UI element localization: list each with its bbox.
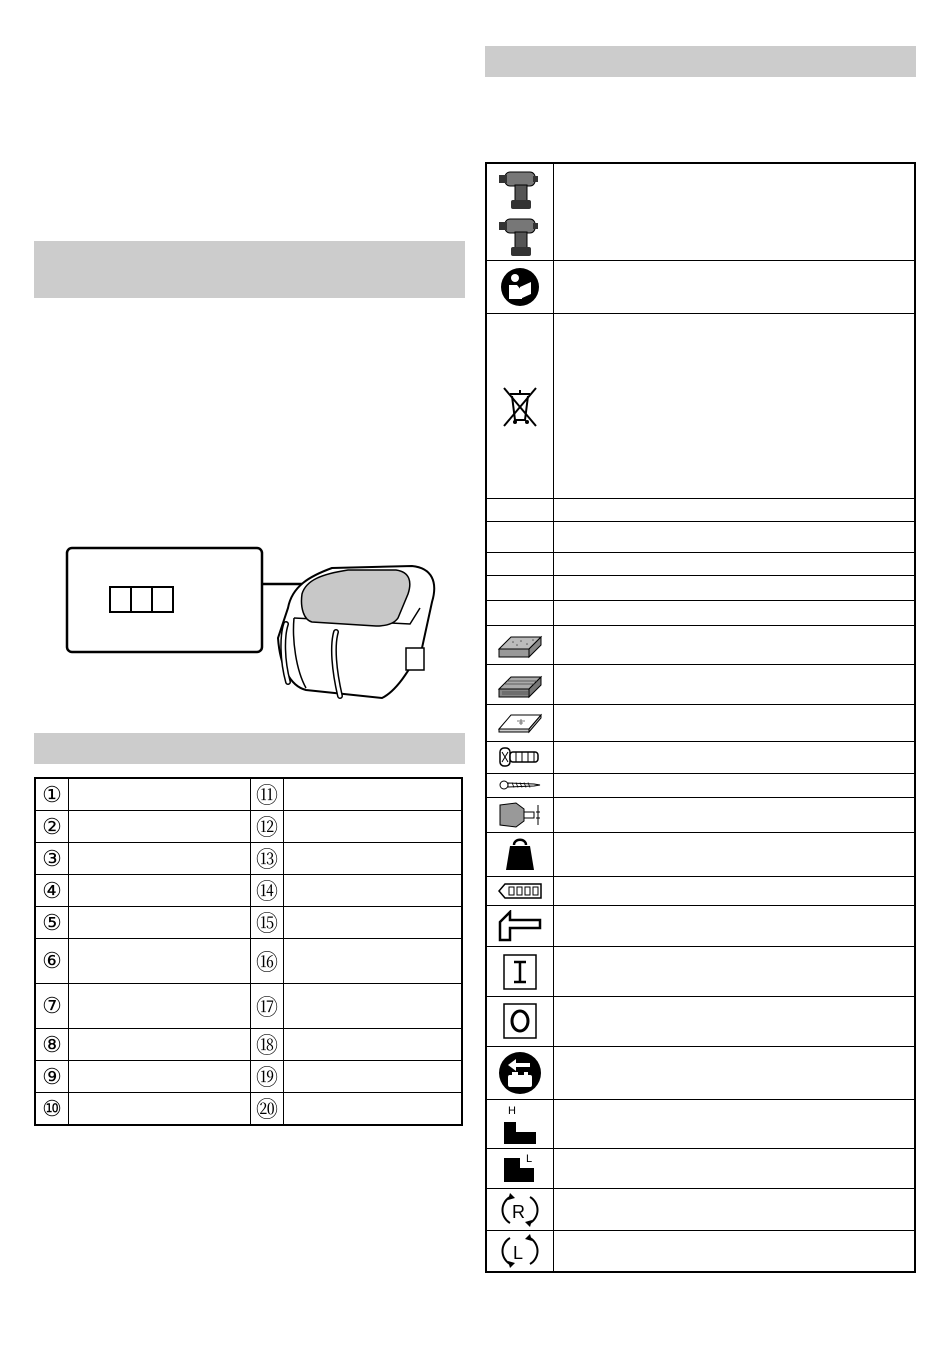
high-speed-icon [500,1102,540,1146]
symbol-description [554,1148,916,1188]
part-name [284,1061,463,1093]
symbol-cell [486,260,554,313]
symbol-cell [486,626,554,665]
weight-icon [504,836,536,872]
part-name [69,939,251,984]
table-row [486,832,915,876]
part-number: ⑤ [35,907,69,939]
svg-text:L: L [513,1243,524,1264]
symbol-description [554,741,916,773]
battery-label-illustration [60,540,460,710]
part-number: ② [35,811,69,843]
svg-text:L: L [526,1153,533,1166]
symbol-cell [486,601,554,626]
part-number: ⑥ [35,939,69,984]
drill-bit-diameter-icon [498,801,542,829]
symbol-description [554,552,916,575]
symbol-cell [486,314,554,499]
table-row [486,521,915,552]
symbol-description [554,832,916,876]
part-number: ① [35,778,69,811]
part-number: ⑧ [35,1029,69,1061]
switch-on-icon [502,953,538,991]
part-name [284,778,463,811]
table-row [486,997,915,1046]
symbol-cell [486,575,554,600]
symbol-cell [486,665,554,705]
table-row [486,665,915,705]
table-row [486,163,915,260]
symbol-cell [486,797,554,832]
table-row [486,575,915,600]
part-number: ④ [35,875,69,907]
table-row [35,778,462,811]
part-name [284,843,463,875]
part-name [284,875,463,907]
drill-driver-icon [497,166,543,258]
symbol-description [554,997,916,1046]
direction-arrow-icon [498,910,542,942]
part-name [69,1029,251,1061]
table-row [35,907,462,939]
soft-wood-icon [497,631,543,659]
table-row [486,601,915,626]
part-name [69,907,251,939]
symbol-cell [486,1231,554,1272]
symbol-description [554,797,916,832]
symbol-cell [486,997,554,1046]
part-name [284,984,463,1029]
table-row [486,797,915,832]
table-row [35,843,462,875]
symbol-cell [486,521,554,552]
symbol-description [554,601,916,626]
wood-screw-icon [498,779,542,791]
table-row [35,1029,462,1061]
part-name [69,984,251,1029]
part-number: ③ [35,843,69,875]
battery-level-icon [497,882,543,900]
part-number: ⑬ [251,843,284,875]
table-row [486,552,915,575]
section-bar-parts [34,733,465,764]
part-name [284,907,463,939]
symbol-description [554,626,916,665]
table-row [486,626,915,665]
switch-off-icon [502,1002,538,1040]
table-row [486,260,915,313]
symbol-description [554,665,916,705]
part-number: ⑫ [251,811,284,843]
symbol-cell [486,1046,554,1099]
part-number: ⑱ [251,1029,284,1061]
symbol-cell [486,552,554,575]
part-number: ⑪ [251,778,284,811]
symbol-cell [486,498,554,521]
table-row [35,984,462,1029]
symbol-cell [486,773,554,797]
code-boxes [110,587,173,612]
rotation-left-icon [500,1232,540,1270]
symbol-description [554,947,916,997]
parts-list-table [34,777,463,1126]
symbol-description [554,498,916,521]
symbol-description [554,1231,916,1272]
table-row [35,1061,462,1093]
table-row [486,705,915,741]
table-row [486,773,915,797]
symbol-description [554,1099,916,1148]
symbol-cell [486,1189,554,1231]
table-row [35,811,462,843]
symbol-description [554,521,916,552]
symbol-description [554,906,916,947]
symbol-description [554,314,916,499]
table-row [486,1148,915,1188]
symbol-cell [486,1148,554,1188]
table-row [486,947,915,997]
part-number: ⑯ [251,939,284,984]
symbol-description [554,260,916,313]
table-row [35,939,462,984]
hard-wood-icon [497,671,543,699]
section-bar-symbols [485,46,916,77]
part-name [69,875,251,907]
sheet-icon [497,711,543,735]
table-row [486,741,915,773]
part-number: ⑨ [35,1061,69,1093]
part-number: ⑮ [251,907,284,939]
symbol-description [554,1046,916,1099]
symbol-cell [486,705,554,741]
part-name [284,939,463,984]
part-name [69,1061,251,1093]
rotation-right-icon [500,1191,540,1229]
symbol-cell [486,163,554,260]
table-row [486,498,915,521]
symbol-cell [486,832,554,876]
svg-text:R: R [512,1201,525,1222]
low-speed-icon [500,1150,540,1186]
table-row [486,314,915,499]
remove-battery-icon [498,1051,542,1095]
table-row [486,906,915,947]
part-number: ⑭ [251,875,284,907]
machine-screw-icon [498,746,542,768]
part-number: ⑰ [251,984,284,1029]
part-name [69,1093,251,1126]
part-name [69,843,251,875]
part-name [284,1029,463,1061]
part-name [284,1093,463,1126]
symbol-cell [486,876,554,905]
symbol-description [554,705,916,741]
symbol-description [554,876,916,905]
table-row [35,875,462,907]
part-number: ⑲ [251,1061,284,1093]
symbol-cell [486,906,554,947]
section-bar-identification [34,241,465,298]
part-number: ⑩ [35,1093,69,1126]
table-row [486,1099,915,1148]
table-row [486,876,915,905]
read-manual-icon [500,267,540,307]
symbol-cell [486,947,554,997]
table-row [486,1231,915,1272]
part-number: ⑦ [35,984,69,1029]
symbol-description [554,1189,916,1231]
table-row [35,1093,462,1126]
symbol-cell [486,741,554,773]
crossed-bin-icon [500,384,540,428]
symbol-description [554,163,916,260]
part-name [69,778,251,811]
symbols-table [485,162,916,1273]
table-row [486,1189,915,1231]
part-number: ⑳ [251,1093,284,1126]
part-name [284,811,463,843]
svg-text:H: H [508,1104,516,1117]
symbol-description [554,773,916,797]
table-row [486,1046,915,1099]
symbol-description [554,575,916,600]
symbol-cell [486,1099,554,1148]
part-name [69,811,251,843]
